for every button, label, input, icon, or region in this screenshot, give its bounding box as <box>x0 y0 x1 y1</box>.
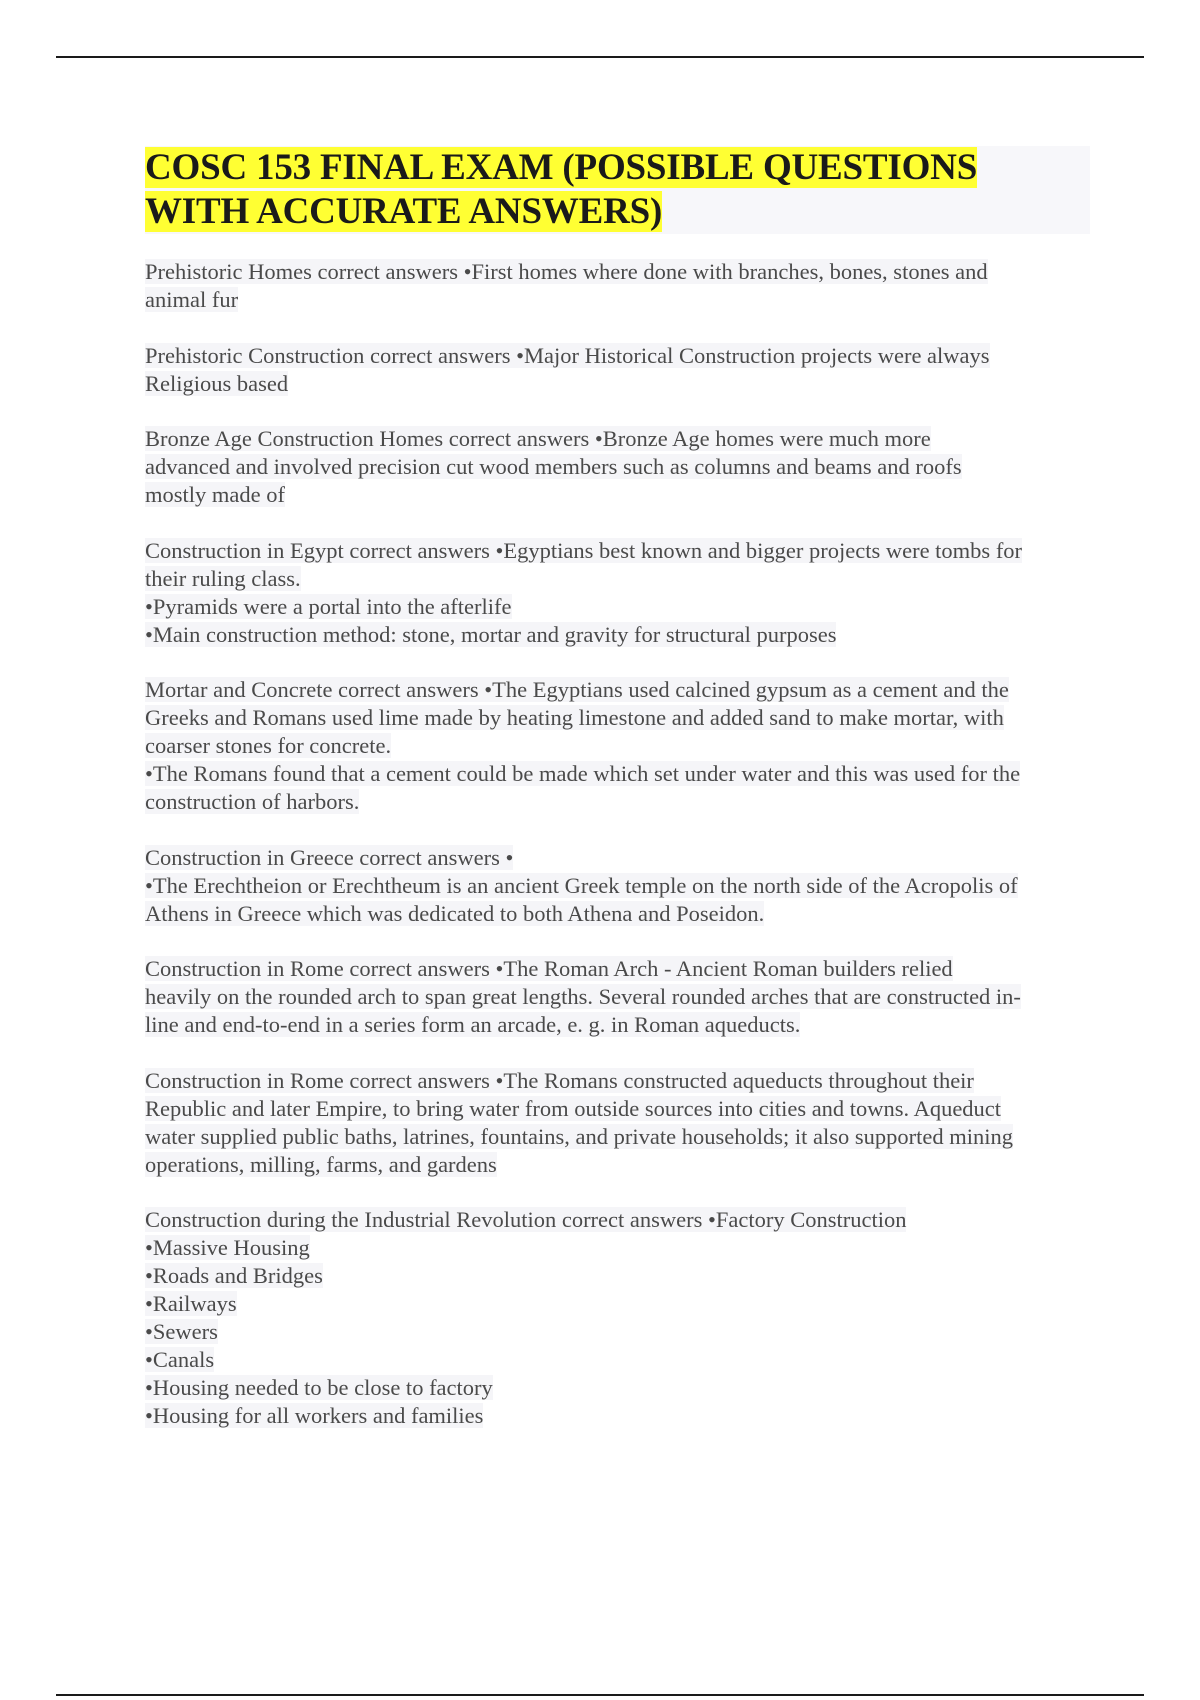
qa-line <box>145 1151 1090 1179</box>
qa-line <box>145 342 1090 370</box>
qa-line-text: construction of harbors. <box>145 789 360 814</box>
document-body <box>145 146 1090 1458</box>
qa-entry <box>145 1206 1090 1430</box>
qa-line-text: Construction in Rome correct answers •The Roman Arch - Ancient Roman builders relied <box>145 956 953 981</box>
qa-line <box>145 1290 1090 1318</box>
qa-line <box>145 1123 1090 1151</box>
title-line-1: COSC 153 FINAL EXAM (POSSIBLE QUESTIONS <box>145 147 978 188</box>
qa-line-text: coarser stones for concrete. <box>145 733 392 758</box>
qa-line-text: Construction during the Industrial Revolution correct answers •Factory Construction <box>145 1207 907 1232</box>
qa-line-text: Construction in Egypt correct answers •Egyptians best known and bigger projects were tombs for <box>145 537 1023 563</box>
qa-line <box>145 732 1090 760</box>
qa-line-text: •Housing needed to be close to factory <box>145 1375 493 1400</box>
qa-line-text: Construction in Rome correct answers •The Romans constructed aqueducts throughout their <box>145 1067 974 1093</box>
qa-entry <box>145 258 1090 314</box>
qa-line <box>145 1318 1090 1346</box>
qa-line <box>145 1095 1090 1123</box>
qa-line <box>145 704 1090 732</box>
qa-line <box>145 1234 1090 1262</box>
qa-line-text: Prehistoric Construction correct answers •Major Historical Construction projects were always <box>145 342 990 368</box>
qa-line-text: Religious based <box>145 370 289 396</box>
title-block <box>145 146 1090 234</box>
qa-line <box>145 286 1090 314</box>
qa-line-text: advanced and involved precision cut wood members such as columns and beams and roofs <box>145 454 962 479</box>
qa-line-text: Construction in Greece correct answers • <box>145 844 514 870</box>
qa-line <box>145 258 1090 286</box>
qa-line <box>145 370 1090 398</box>
qa-line-text: Bronze Age Construction Homes correct answers •Bronze Age homes were much more <box>145 426 931 451</box>
qa-line <box>145 537 1090 565</box>
qa-line <box>145 1206 1090 1234</box>
qa-line <box>145 676 1090 704</box>
qa-entry <box>145 425 1090 509</box>
qa-line-text: Athens in Greece which was dedicated to both Athena and Poseidon. <box>145 900 765 926</box>
qa-line-text: water supplied public baths, latrines, fountains, and private households; it also supported mining <box>145 1123 1013 1149</box>
qa-line <box>145 1262 1090 1290</box>
qa-line-text: line and end-to-end in a series form an arcade, e. g. in Roman aqueducts. <box>145 1012 801 1037</box>
qa-line <box>145 1374 1090 1402</box>
qa-line <box>145 593 1090 621</box>
qa-line <box>145 1346 1090 1374</box>
qa-entry <box>145 844 1090 928</box>
qa-line <box>145 453 1090 481</box>
qa-line-text: operations, milling, farms, and gardens <box>145 1151 497 1177</box>
qa-line-text: Mortar and Concrete correct answers •The Egyptians used calcined gypsum as a cement and the <box>145 677 1009 702</box>
qa-line-text: mostly made of <box>145 482 285 507</box>
qa-line <box>145 955 1090 983</box>
qa-entry <box>145 1067 1090 1179</box>
qa-line-text: •Roads and Bridges <box>145 1263 323 1288</box>
qa-line <box>145 1402 1090 1430</box>
qa-line <box>145 900 1090 928</box>
qa-line-text: •Sewers <box>145 1319 218 1344</box>
qa-line-text: animal fur <box>145 287 239 312</box>
qa-entry <box>145 676 1090 816</box>
qa-line <box>145 565 1090 593</box>
qa-line-text: •Pyramids were a portal into the afterlife <box>145 593 512 619</box>
qa-entry <box>145 342 1090 398</box>
qa-line <box>145 425 1090 453</box>
qa-line <box>145 481 1090 509</box>
qa-line-text: Republic and later Empire, to bring water from outside sources into cities and towns. Aqueduct <box>145 1095 1002 1121</box>
qa-line-text: •Housing for all workers and families <box>145 1403 484 1428</box>
qa-line-text: •Main construction method: stone, mortar and gravity for structural purposes <box>145 621 837 647</box>
footer-rule <box>56 1694 1144 1696</box>
qa-line-text: Prehistoric Homes correct answers •First homes where done with branches, bones, stones and <box>145 259 988 284</box>
qa-entry <box>145 537 1090 649</box>
title-line-2: WITH ACCURATE ANSWERS) <box>145 191 663 232</box>
qa-line-text: •The Erechtheion or Erechtheum is an ancient Greek temple on the north side of the Acropolis of <box>145 872 1018 898</box>
qa-line <box>145 872 1090 900</box>
qa-line-text: •Massive Housing <box>145 1235 310 1260</box>
document-title <box>145 146 1090 234</box>
qa-line-text: heavily on the rounded arch to span great lengths. Several rounded arches that are constructed in- <box>145 984 1021 1009</box>
qa-line <box>145 621 1090 649</box>
qa-list <box>145 258 1090 1430</box>
qa-entry <box>145 955 1090 1039</box>
qa-line <box>145 983 1090 1011</box>
qa-line-text: their ruling class. <box>145 565 301 591</box>
qa-line <box>145 1011 1090 1039</box>
header-rule <box>56 56 1144 58</box>
qa-line-text: Greeks and Romans used lime made by heating limestone and added sand to make mortar, with <box>145 705 1004 730</box>
qa-line <box>145 760 1090 788</box>
qa-line <box>145 844 1090 872</box>
qa-line <box>145 788 1090 816</box>
qa-line-text: •Railways <box>145 1291 237 1316</box>
qa-line-text: •Canals <box>145 1347 215 1372</box>
qa-line-text: •The Romans found that a cement could be made which set under water and this was used for the <box>145 761 1021 786</box>
qa-line <box>145 1067 1090 1095</box>
